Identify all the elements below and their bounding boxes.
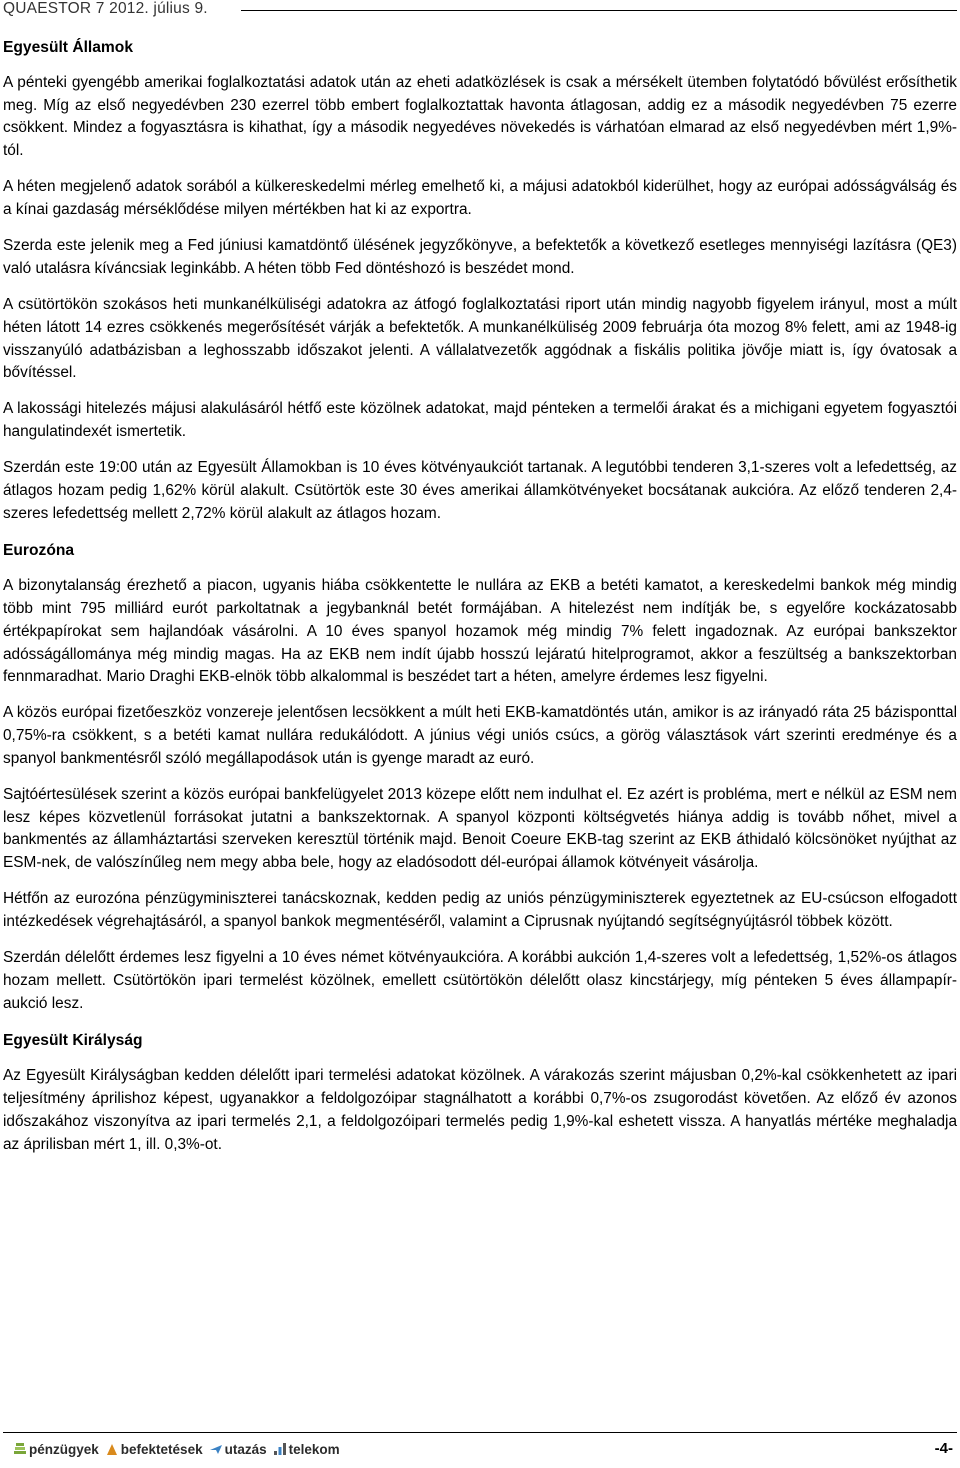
footer-logo-label: befektetések — [120, 1441, 203, 1457]
paragraph: Hétfőn az eurozóna pénzügyminiszterei tanácskoznak, kedden pedig az uniós pénzügyminiszterek egyeztetnek az EU-csúcson elfogadott intézkedések végrehajtásáról, a spanyol bankok megmentéséről, valamint a Ciprusnak nyújtandó segítségnyújtásról többek között. — [3, 890, 957, 931]
footer-logo-label: telekom — [288, 1441, 340, 1457]
paragraph: Szerdán este 19:00 után az Egyesült Államokban is 10 éves kötvényaukciót tartanak. A legutóbbi tenderen 3,1-szeres volt a lefedettség, az átlagos hozam pedig 1,62% körül alakult. Csütörtök este 30 éves amerikai államkötvényeket bocsátanak aukcióra. Az előző tenderen 2,4-szeres lefedettség mellett 2,72% körül alakult az átlagos hozam. — [3, 459, 957, 522]
footer-logo-befektetesek — [105, 1441, 203, 1457]
footer-logo-label: pénzügyek — [29, 1441, 99, 1457]
paragraph: Sajtóértesülések szerint a közös európai bankfelügyelet 2013 közepe előtt nem indulhat el. Ez azért is probléma, mert e nélkül az ESM nem lesz képes közvetlenül forrásokat jutatni a bankszektornak. A spanyol központi költségvetés hiánya addig is tovább nőhet, mivel a bankmentés az államháztartási szerveken keresztül történik majd. Benoit Coeure EKB-tag szerint az EKB áthidaló kölcsönöket nyújthat az ESM-nek, de valószínűleg nem megy abba bele, hogy az eladósodott dél-európai államok kötvényeit vásárolja. — [3, 786, 957, 872]
footer-logo-telekom — [273, 1441, 340, 1457]
paragraph: A csütörtökön szokásos heti munkanélküliségi adatokra az átfogó foglalkoztatási riport után mindig nagyobb figyelem irányul, most a múlt héten látott 14 ezres csökkenés megerősítését várják a befektetők. A munkanélküliség 2009 februárja óta mozog 8% felett, ami az 1948-ig visszanyúló adatbázisban a leghosszabb időszakot jelenti. A vállalatvezetők aggódnak a fiskális politika jövője miatt is, így óvatosak a bővítéssel. — [3, 296, 957, 382]
paragraph: Szerda este jelenik meg a Fed júniusi kamatdöntő ülésének jegyzőkönyve, a befektetők a következő esetleges mennyiségi lazításra (QE3) való utalásra kíváncsiak leginkább. A héten több Fed döntéshozó is beszédet mond. — [3, 237, 957, 277]
paragraph: Szerdán délelőtt érdemes lesz figyelni a 10 éves német kötvényaukcióra. A korábbi aukción 1,4-szeres volt a lefedettség, 1,52%-os átlagos hozam mellett. Csütörtökön ipari termelést közölnek, emellett csütörtökön délelőtt olasz kincstárjegy, míg pénteken 5 éves állampapír-aukció lesz. — [3, 949, 957, 1012]
paragraph: A lakossági hitelezés májusi alakulásáról hétfő este közölnek adatokat, majd pénteken a termelői árakat és a michigani egyetem fogyasztói hangulatindexét ismertetik. — [3, 400, 957, 441]
stack-icon — [13, 1441, 27, 1457]
footer-logo-label: utazás — [224, 1441, 267, 1457]
page-number: -4- — [934, 1440, 953, 1457]
header-title: QUAESTOR 7 2012. július 9. — [3, 0, 208, 17]
footer-logo-penzugyek — [13, 1441, 99, 1457]
footer-logo-utazas — [209, 1441, 267, 1457]
paragraph: A bizonytalanság érezhető a piacon, ugyanis hiába csökkentette le nullára az EKB a betéti kamatot, a kereskedelmi bankok még mindig több mint 795 milliárd eurót parkoltatnak a jegybanknál betét formájában. A hitelezést nem indítják be, s egyelőre kockázatosabb értékpapírokat sem hajlandóak vásárolni. A 10 éves spanyol hozamok még mindig 7% felett ingadoznak. Az európai bankszektor adósságállománya még mindig magas. Ha az EKB nem indít újabb hosszú lejáratú hitelprogramot, akkor a feszültség a bankszektorban fennmaradhat. Mario Draghi EKB-elnök több alkalommal is beszédet tart a héten, amelyre érdemes lesz figyelni. — [3, 577, 957, 686]
paragraph: A pénteki gyengébb amerikai foglalkoztatási adatok után az eheti adatközlések is csak a mérsékelt ütemben folytatódó bővülést erősíthetik meg. Míg az első negyedévben 230 ezerrel több embert foglalkoztattak havonta átlagosan, addig ez a második negyedévben 75 ezerre csökkent. Mindez a fogyasztásra is kihathat, így a második negyedéves növekedés is várhatóan elmarad az első negyedévben mért 1,9%-tól. — [3, 74, 957, 160]
plane-icon — [209, 1441, 223, 1457]
signal-icon — [273, 1441, 287, 1457]
page-header — [3, 0, 957, 18]
arrow-up-icon — [105, 1441, 119, 1457]
header-rule — [241, 10, 957, 11]
footer-logo-strip — [13, 1438, 340, 1460]
footer-rule — [3, 1432, 957, 1433]
paragraph: A héten megjelenő adatok sorából a külkereskedelmi mérleg emelhető ki, a májusi adatokból kiderülhet, hogy az európai adósságválság és a kínai gazdaság mérséklődése milyen mértékben hat ki az exportra. — [3, 178, 957, 219]
section-heading-egyesult-allamok: Egyesült Államok — [3, 39, 133, 56]
paragraph: Az Egyesült Királyságban kedden délelőtt ipari termelési adatokat közölnek. A várakozás szerint májusban 0,2%-kal csökkenhetett az ipari teljesítmény áprilishoz képest, ugyanakkor a feldolgozóipar stagnálhatott a korábbi 0,7%-os zsugorodást követően. Az előző év azonos időszakához viszonyítva az ipari termelés 2,1, a feldolgozóipari termelés pedig 1,9%-kal eshetett vissza. A hanyatlás mértéke meghaladja az áprilisban mért 1, ill. 0,3%-ot. — [3, 1067, 957, 1153]
section-heading-eurozona: Eurozóna — [3, 542, 75, 560]
paragraph: A közös európai fizetőeszköz vonzereje jelentősen lecsökkent a múlt heti EKB-kamatdöntés után, amikor is az irányadó ráta 25 bázisponttal 0,75%-ra csökkent, s a betéti kamat nullára redukálódott. A június végi uniós csúcs, a görög választások várt szerinti eredménye és a spanyol bankmentésről szóló megállapodások után is gyenge maradt az euró. — [3, 704, 957, 767]
section-heading-egyesult-kiralysag: Egyesült Királyság — [3, 1032, 143, 1050]
article-body — [3, 36, 957, 1156]
page-footer — [3, 1432, 957, 1462]
